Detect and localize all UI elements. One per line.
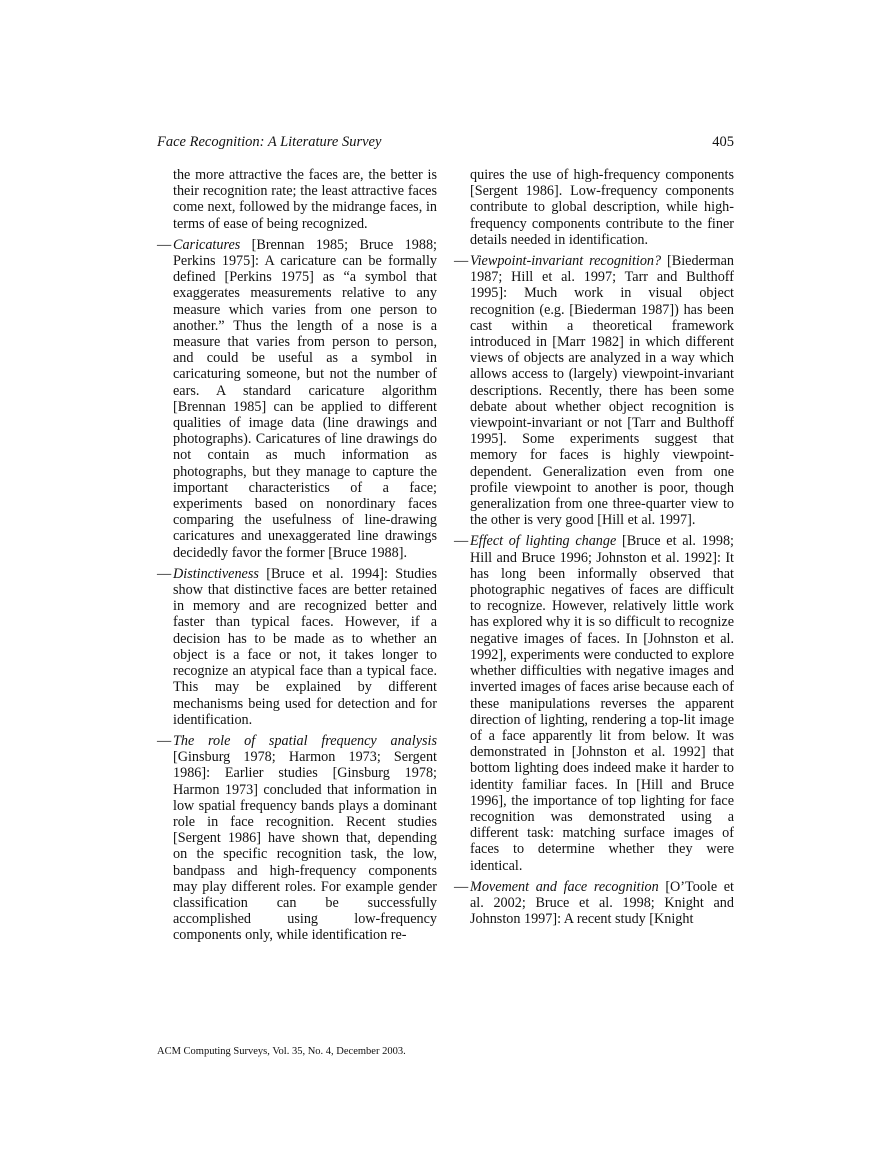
list-item-viewpoint-invariant — [454, 253, 734, 528]
list-dash: — — [157, 732, 172, 749]
item-text: [Bruce et al. 1994]: Studies show that distinctive faces are better retained in memory and are recognized better and faster than typical faces. However, if a decision has to be made as to whether an object is a face or not, it takes longer to recognize an atypical face than a typical face. This may be explained by different mechanisms being used for detection and for identification. — [173, 565, 437, 728]
left-column — [157, 167, 437, 944]
item-title: Movement and face recognition — [470, 878, 659, 895]
running-title: Face Recognition: A Literature Survey — [157, 134, 382, 150]
list-item-distinctiveness — [157, 566, 437, 728]
list-dash: — — [454, 253, 469, 270]
item-text: [O’Toole et al. 2002; Bruce et al. 1998; Knight and Johnston 1997]: A recent study [Knight — [470, 878, 734, 928]
page-number: 405 — [712, 134, 734, 150]
continued-paragraph: quires the use of high-frequency components [Sergent 1986]. Low-frequency components contribute to global description, while high-frequency components contribute to the finer details needed in identification. — [470, 167, 734, 248]
list-item-caricatures — [157, 237, 437, 561]
item-text: [Biederman 1987; Hill et al. 1997; Tarr and Bulthoff 1995]: Much work in visual object recognition (e.g. [Biederman 1987]) has been cast within a theoretical framework introduced in [Marr 1982] in which different views of objects are analyzed in a way which allows access to (largely) viewpoint-invariant descriptions. Recently, there has been some debate about whether object recognition is viewpoint-invariant or not [Tarr and Bulthoff 1995]. Some experiments suggest that memory for faces is highly viewpoint-dependent. Generalization even from one profile viewpoint to another is poor, though generalization from one three-quarter view to the other is very good [Hill et al. 1997]. — [470, 253, 735, 529]
list-dash: — — [454, 878, 469, 895]
item-title: Effect of lighting change — [470, 533, 617, 550]
item-title: Distinctiveness — [173, 565, 259, 582]
list-item-spatial-frequency — [157, 733, 437, 944]
list-item-lighting-change — [454, 533, 734, 873]
footer-citation: ACM Computing Surveys, Vol. 35, No. 4, December 2003. — [157, 1046, 406, 1057]
list-item-movement — [454, 879, 734, 928]
continued-paragraph: the more attractive the faces are, the better is their recognition rate; the least attractive faces come next, followed by the midrange faces, in terms of ease of being recognized. — [173, 167, 437, 232]
item-text: [Ginsburg 1978; Harmon 1973; Sergent 1986]: Earlier studies [Ginsburg 1978; Harmon 1973] concluded that information in low spatial frequency bands plays a dominant role in face recognition. Recent studies [Sergent 1986] have shown that, depending on the specific recognition task, the low, bandpass and high-frequency components may play different roles. For example gender classification can be successfully accomplished using low-frequency components only, while identification re- — [173, 749, 437, 944]
item-title: Viewpoint-invariant recognition? — [470, 253, 662, 270]
list-dash: — — [454, 533, 469, 550]
list-dash: — — [157, 236, 172, 253]
item-text: [Brennan 1985; Bruce 1988; Perkins 1975]: A caricature can be formally defined [Perkins 1975] as “a symbol that exaggerates measurements relative to any measure which varies from one person to another.” Thus the length of a nose is a measure that varies from person to person, and could be useful as a symbol in caricaturing someone, but not the number of ears. A standard caricature algorithm [Brennan 1985] can be applied to different qualities of image data (line drawings and photographs). Caricatures of line drawings do not contain as much information as photographs, but they manage to capture the important characteristics of a face; experiments based on nonordinary faces comparing the usefulness of line-drawing caricatures and unexaggerated line drawings decidedly favor the former [Bruce 1988]. — [173, 236, 437, 561]
item-title: Caricatures — [173, 236, 241, 253]
list-dash: — — [157, 565, 172, 582]
right-column — [454, 167, 734, 927]
item-title: The role of spatial frequency analysis — [173, 732, 437, 749]
running-head — [157, 132, 734, 152]
item-text: [Bruce et al. 1998; Hill and Bruce 1996; Johnston et al. 1992]: It has long been informally observed that photographic negatives of faces are difficult to recognize. However, relatively little work has explored why it is so difficult to recognize negative images of faces. In [Johnston et al. 1992], experiments were conducted to explore whether difficulties with negative images and inverted images of faces arise because each of these manipulations reverses the apparent direction of lighting, rendering a top-lit image of a face apparently lit from below. It was demonstrated in [Johnston et al. 1992] that bottom lighting does indeed make it harder to identity familiar faces. In [Hill and Bruce 1996], the importance of top lighting for face recognition was demonstrated using a different task: matching surface images of faces to determine whether they were identical. — [470, 533, 734, 874]
